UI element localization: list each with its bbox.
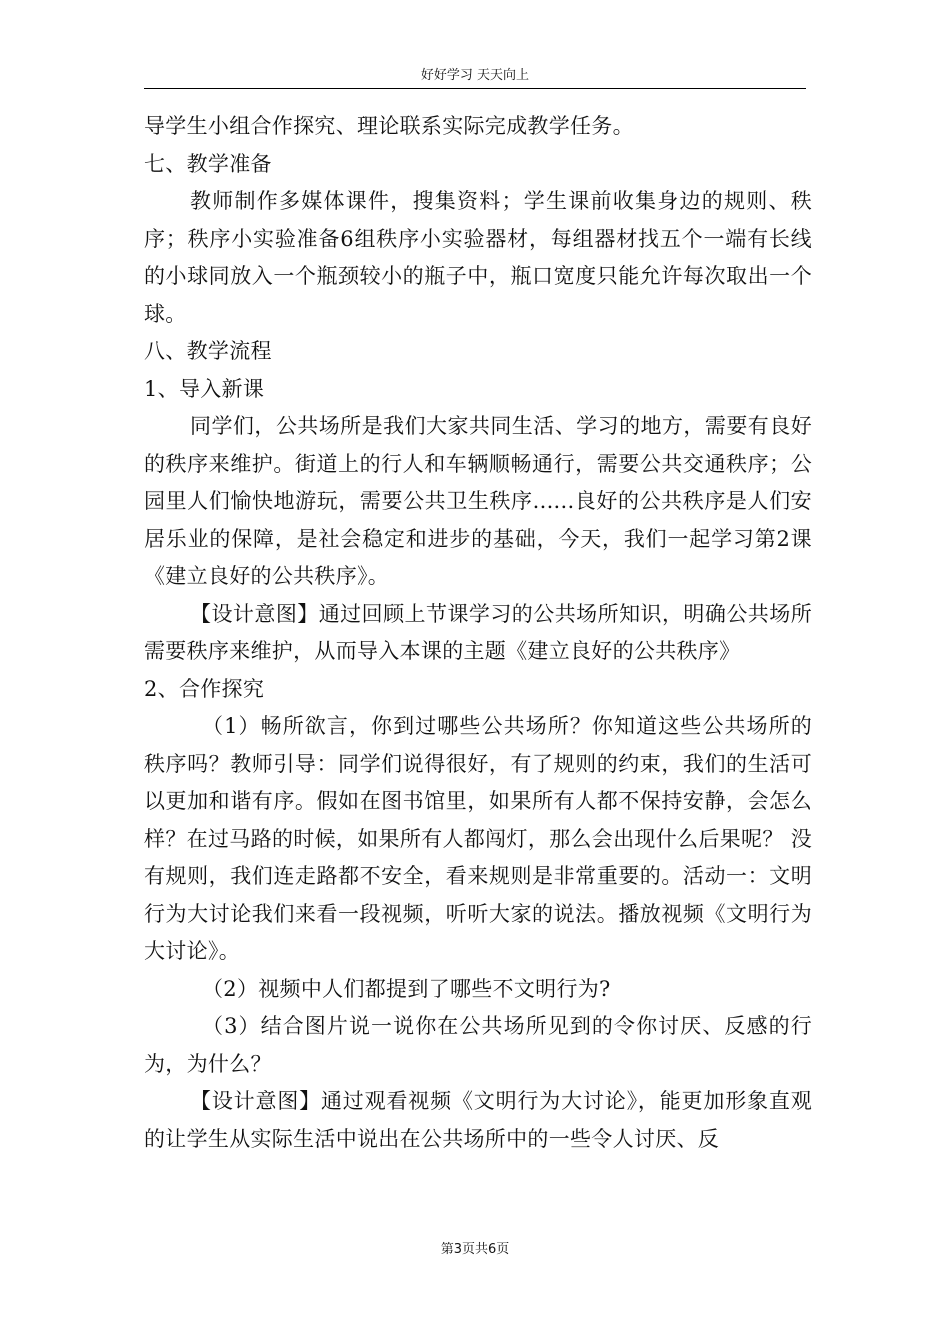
paragraph-inquiry-2: （2）视频中人们都提到了哪些不文明行为? [202, 976, 611, 1001]
paragraph-introduction: 同学们，公共场所是我们大家共同生活、学习的地方，需要有良好的秩序来维护。街道上的行人和车辆顺畅通行，需要公共交通秩序；公园里人们愉快地游玩，需要公共卫生秩序......良好的公共秩序是人们安居乐业的保障，是社会稳定和进步的基础，今天，我们一起学习第2课《建立良好的公共秩序》。 [144, 414, 812, 588]
paragraph-inquiry-3: （3）结合图片说一说你在公共场所见到的令你讨厌、反感的行为，为什么？ [144, 1014, 812, 1076]
paragraph-design-intent-2: 【设计意图】通过观看视频《文明行为大讨论》，能更加形象直观的让学生从实际生活中说出在公共场所中的一些令人讨厌、反 [144, 1089, 812, 1151]
paragraph-continuation: 导学生小组合作探究、理论联系实际完成教学任务。 [144, 114, 634, 138]
subheading-cooperative-inquiry: 2、合作探究 [144, 676, 265, 701]
paragraph-design-intent-1: 【设计意图】通过回顾上节课学习的公共场所知识，明确公共场所需要秩序来维护，从而导入本课的主题《建立良好的公共秩序》 [144, 601, 812, 663]
page-number: 第3页共6页 [440, 1242, 510, 1257]
document-body [144, 108, 812, 1158]
paragraph-inquiry-1: （1）畅所欲言，你到过哪些公共场所？你知道这些公共场所的秩序吗？教师引导：同学们说得很好，有了规则的约束，我们的生活可以更加和谐有序。假如在图书馆里，如果所有人都不保持安静，会怎么样？在过马路的时候，如果所有人都闯灯，那么会出现什么后果呢？ 没有规则，我们连走路都不安全，看来规则是非常重要的。活动一：文明行为大讨论我们来看一段视频，听听大家的说法。播放视频《文明行为大讨论》。 [144, 714, 812, 963]
heading-teaching-preparation: 七、教学准备 [144, 151, 272, 176]
heading-teaching-process: 八、教学流程 [144, 339, 272, 363]
page-header: 好好学习 天天向上 [420, 68, 530, 83]
header-rule [144, 88, 806, 89]
subheading-introduction: 1、导入新课 [144, 376, 265, 401]
paragraph-preparation: 教师制作多媒体课件，搜集资料；学生课前收集身边的规则、秩序；秩序小实验准备6组秩序小实验器材，每组器材找五个一端有长线的小球同放入一个瓶颈较小的瓶子中，瓶口宽度只能允许每次取出一个球。 [144, 189, 812, 326]
